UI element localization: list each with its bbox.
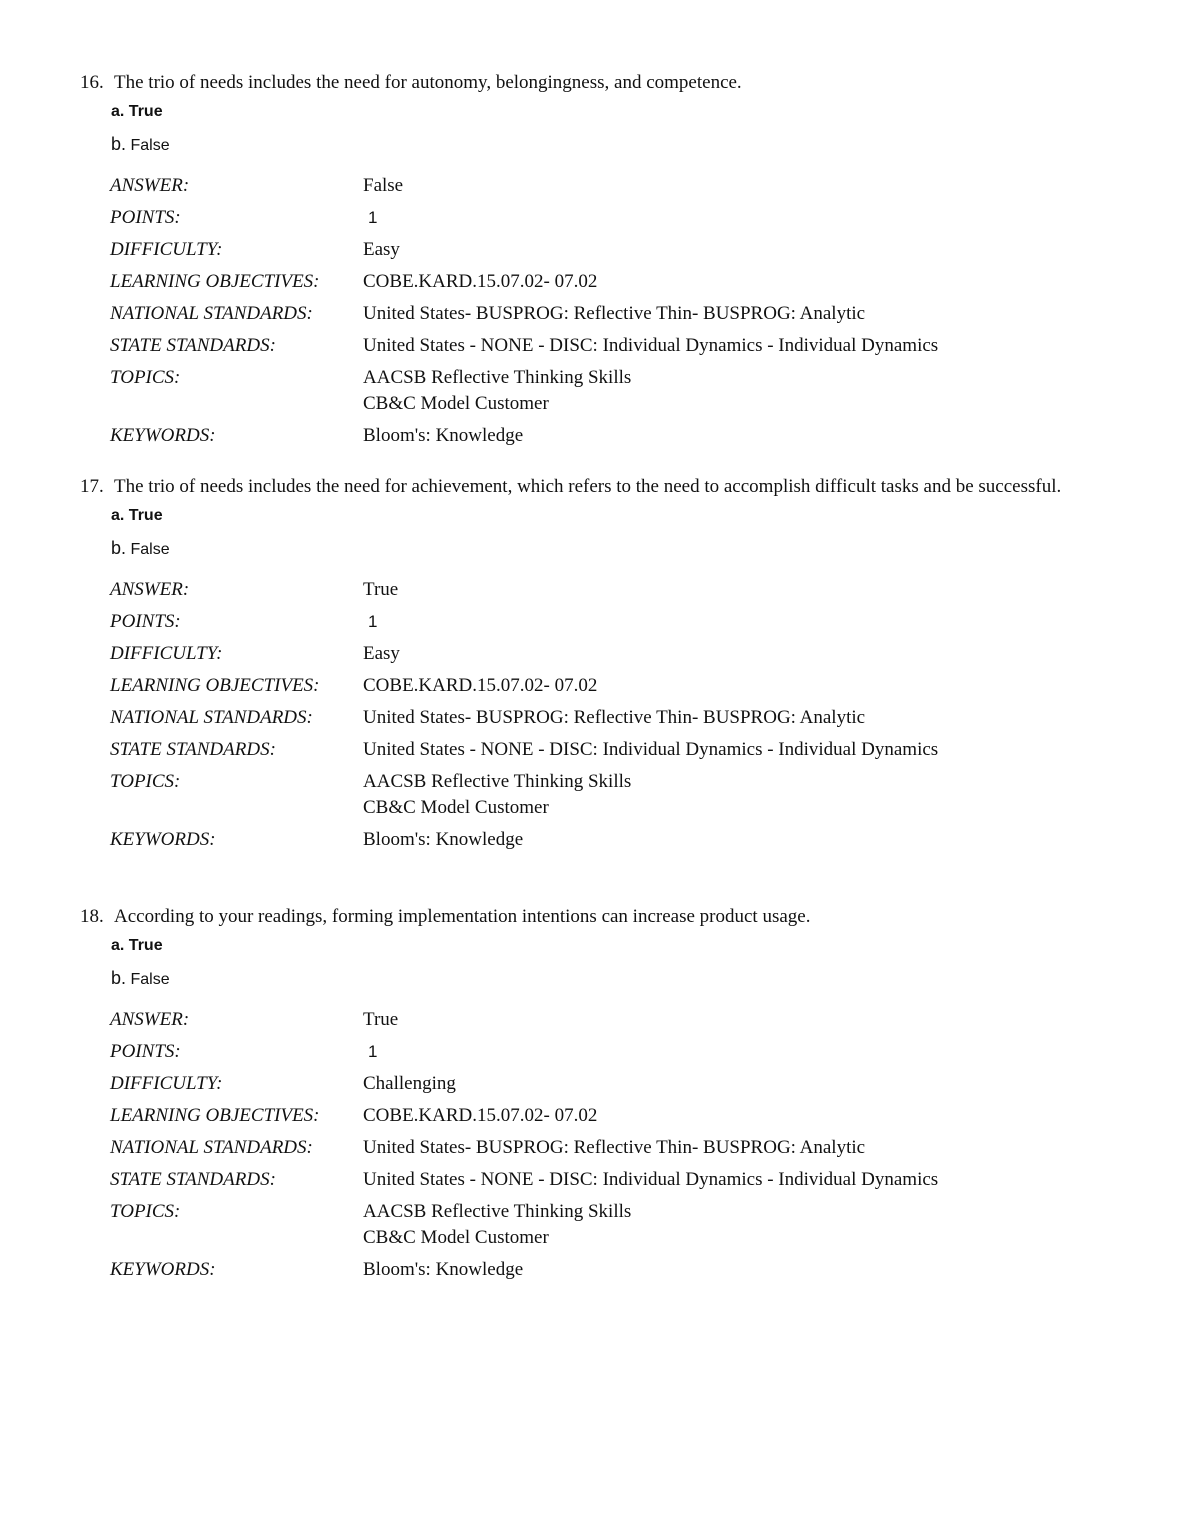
question-stem [80,70,1080,96]
question-metadata [110,1004,1080,1286]
topic: CB&C Model Customer [363,393,549,414]
question-metadata [110,574,1080,856]
answer-row [110,170,1080,202]
difficulty-label: DIFFICULTY: [110,239,223,260]
answer-label: ANSWER: [110,175,190,196]
question-text: According to your readings, forming implementation intentions can increase product usage. [114,906,811,927]
topic: AACSB Reflective Thinking Skills [363,771,632,792]
points-label: POINTS: [110,1041,181,1062]
state-standards-value: United States - NONE - DISC: Individual Dynamics - Individual Dynamics [363,739,939,760]
option-label: True [128,507,163,524]
national-standards-value: United States- BUSPROG: Reflective Thin- BUSPROG: Analytic [363,707,866,728]
answer-label: ANSWER: [110,1009,190,1030]
topics-label: TOPICS: [110,771,181,792]
question-number: 16. [80,72,104,93]
national-standards-row [110,1132,1080,1164]
points-label: POINTS: [110,611,181,632]
national-standards-value: United States- BUSPROG: Reflective Thin- BUSPROG: Analytic [363,303,866,324]
question [80,70,1080,452]
national-standards-value: United States- BUSPROG: Reflective Thin- BUSPROG: Analytic [363,1137,866,1158]
options [111,930,1080,994]
question-stem [80,904,1080,930]
state-standards-row [110,734,1080,766]
question-number: 17. [80,476,104,497]
learning-objectives-label: LEARNING OBJECTIVES: [110,675,320,696]
difficulty-row [110,638,1080,670]
points-value: 1 [368,1042,378,1061]
state-standards-label: STATE STANDARDS: [110,739,276,760]
keywords-row [110,1254,1080,1286]
option-letter: a. [111,507,125,524]
national-standards-label: NATIONAL STANDARDS: [110,1137,313,1158]
options [111,500,1080,564]
option-label: False [130,541,170,558]
learning-objectives-label: LEARNING OBJECTIVES: [110,1105,320,1126]
topics-label: TOPICS: [110,367,181,388]
difficulty-value: Easy [363,643,400,664]
question [80,904,1080,1286]
answer-label: ANSWER: [110,579,190,600]
answer-value: True [363,579,399,600]
keywords-label: KEYWORDS: [110,425,216,446]
learning-objectives-value: COBE.KARD.15.07.02- 07.02 [363,271,598,292]
option-a [111,500,1080,532]
difficulty-value: Challenging [363,1073,456,1094]
state-standards-row [110,1164,1080,1196]
answer-row [110,1004,1080,1036]
learning-objectives-row [110,1100,1080,1132]
topics-value [363,766,1080,824]
learning-objectives-row [110,670,1080,702]
option-label: True [128,103,163,120]
difficulty-row [110,1068,1080,1100]
national-standards-row [110,702,1080,734]
national-standards-label: NATIONAL STANDARDS: [110,707,313,728]
option-b [111,128,1080,160]
topic: AACSB Reflective Thinking Skills [363,1201,632,1222]
topics-row [110,766,1080,824]
option-b [111,962,1080,994]
option-a [111,96,1080,128]
keywords-value: Bloom's: Knowledge [363,829,524,850]
question [80,474,1080,856]
option-letter: a. [111,103,125,120]
topic: CB&C Model Customer [363,1227,549,1248]
answer-value: False [363,175,404,196]
learning-objectives-label: LEARNING OBJECTIVES: [110,271,320,292]
options [111,96,1080,160]
topics-label: TOPICS: [110,1201,181,1222]
topic: AACSB Reflective Thinking Skills [363,367,632,388]
keywords-label: KEYWORDS: [110,1259,216,1280]
learning-objectives-row [110,266,1080,298]
state-standards-row [110,330,1080,362]
question-text: The trio of needs includes the need for autonomy, belongingness, and competence. [114,72,742,93]
keywords-row [110,420,1080,452]
national-standards-label: NATIONAL STANDARDS: [110,303,313,324]
question-text: The trio of needs includes the need for achievement, which refers to the need to accomplish difficult tasks and be successful. [114,476,1062,497]
option-letter: b. [111,134,127,154]
points-row [110,202,1080,234]
keywords-label: KEYWORDS: [110,829,216,850]
option-letter: a. [111,937,125,954]
question-number: 18. [80,906,104,927]
difficulty-label: DIFFICULTY: [110,1073,223,1094]
option-letter: b. [111,538,127,558]
topics-value [363,1196,1080,1254]
option-label: True [128,937,163,954]
option-a [111,930,1080,962]
keywords-value: Bloom's: Knowledge [363,425,524,446]
state-standards-label: STATE STANDARDS: [110,1169,276,1190]
question-metadata [110,170,1080,452]
topics-row [110,1196,1080,1254]
points-row [110,606,1080,638]
topics-row [110,362,1080,420]
learning-objectives-value: COBE.KARD.15.07.02- 07.02 [363,1105,598,1126]
difficulty-row [110,234,1080,266]
difficulty-label: DIFFICULTY: [110,643,223,664]
keywords-row [110,824,1080,856]
topic: CB&C Model Customer [363,797,549,818]
points-value: 1 [368,612,378,631]
points-label: POINTS: [110,207,181,228]
difficulty-value: Easy [363,239,400,260]
answer-row [110,574,1080,606]
option-label: False [130,971,170,988]
learning-objectives-value: COBE.KARD.15.07.02- 07.02 [363,675,598,696]
state-standards-value: United States - NONE - DISC: Individual Dynamics - Individual Dynamics [363,1169,939,1190]
state-standards-label: STATE STANDARDS: [110,335,276,356]
option-letter: b. [111,968,127,988]
national-standards-row [110,298,1080,330]
keywords-value: Bloom's: Knowledge [363,1259,524,1280]
points-value: 1 [368,208,378,227]
option-label: False [130,137,170,154]
state-standards-value: United States - NONE - DISC: Individual Dynamics - Individual Dynamics [363,335,939,356]
topics-value [363,362,1080,420]
points-row [110,1036,1080,1068]
option-b [111,532,1080,564]
answer-value: True [363,1009,399,1030]
question-stem [80,474,1080,500]
